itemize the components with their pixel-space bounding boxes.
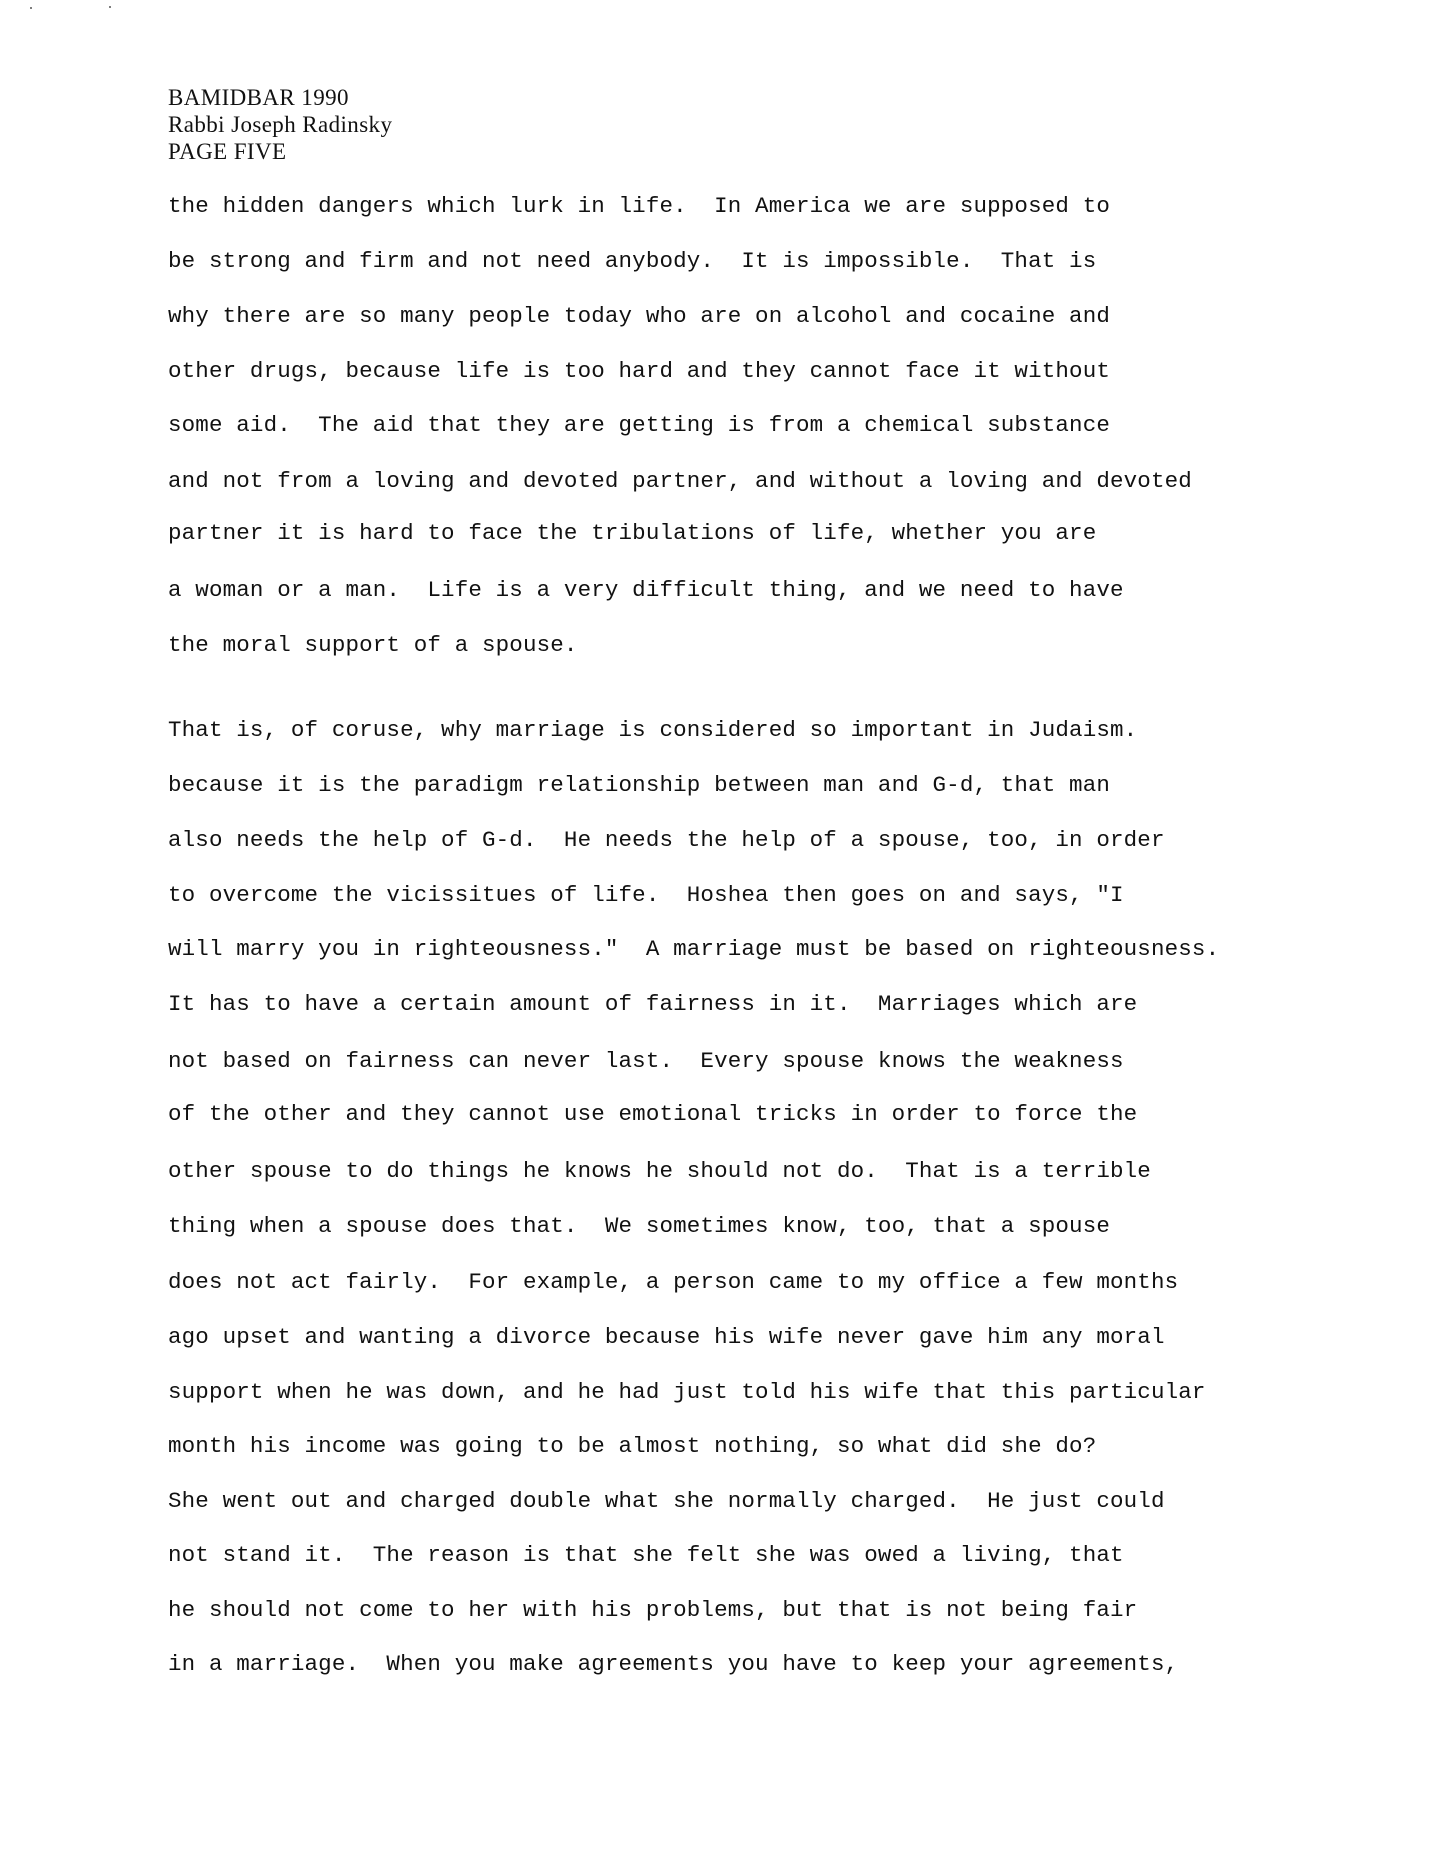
paragraph-1-line: and not from a loving and devoted partner, and without a loving and devoted [168, 468, 1192, 494]
paragraph-2-line: in a marriage. When you make agreements you have to keep your agreements, [168, 1651, 1179, 1677]
paragraph-2-line: also needs the help of G-d. He needs the help of a spouse, too, in order [168, 827, 1165, 853]
paragraph-1-line: why there are so many people today who are on alcohol and cocaine and [168, 303, 1111, 329]
paragraph-2-line: It has to have a certain amount of fairness in it. Marriages which are [168, 991, 1138, 1017]
paragraph-2-line: That is, of coruse, why marriage is considered so important in Judaism. [168, 717, 1138, 743]
paragraph-2-line: will marry you in righteousness." A marriage must be based on righteousness. [168, 936, 1220, 962]
header-author: Rabbi Joseph Radinsky [168, 112, 393, 137]
paragraph-1-line: the moral support of a spouse. [168, 632, 578, 658]
paragraph-2-line: thing when a spouse does that. We sometimes know, too, that a spouse [168, 1213, 1111, 1239]
paragraph-1-line: the hidden dangers which lurk in life. In America we are supposed to [168, 193, 1111, 219]
header-title: BAMIDBAR 1990 [168, 85, 349, 110]
paragraph-2-line: ago upset and wanting a divorce because his wife never gave him any moral [168, 1324, 1165, 1350]
document-header [168, 84, 392, 165]
paragraph-2-line: not stand it. The reason is that she felt she was owed a living, that [168, 1542, 1124, 1568]
paragraph-1-line: partner it is hard to face the tribulations of life, whether you are [168, 520, 1097, 546]
paragraph-2-line: She went out and charged double what she normally charged. He just could [168, 1488, 1165, 1514]
paragraph-1-line: some aid. The aid that they are getting is from a chemical substance [168, 412, 1111, 438]
header-page-number: PAGE FIVE [168, 139, 287, 164]
paragraph-2-line: month his income was going to be almost nothing, so what did she do? [168, 1433, 1097, 1459]
scan-speck [109, 6, 111, 8]
paragraph-2-line: to overcome the vicissitues of life. Hoshea then goes on and says, "I [168, 882, 1124, 908]
paragraph-2-line: support when he was down, and he had just told his wife that this particular [168, 1379, 1206, 1405]
paragraph-1-line: other drugs, because life is too hard and they cannot face it without [168, 358, 1111, 384]
paragraph-2-line: he should not come to her with his problems, but that is not being fair [168, 1597, 1138, 1623]
paragraph-1-line: be strong and firm and not need anybody. It is impossible. That is [168, 248, 1097, 274]
paragraph-1-line: a woman or a man. Life is a very difficult thing, and we need to have [168, 577, 1124, 603]
paragraph-2-line: does not act fairly. For example, a person came to my office a few months [168, 1269, 1179, 1295]
paragraph-2-line: because it is the paradigm relationship between man and G-d, that man [168, 772, 1111, 798]
paragraph-2-line: other spouse to do things he knows he should not do. That is a terrible [168, 1158, 1151, 1184]
paragraph-2-line: of the other and they cannot use emotional tricks in order to force the [168, 1101, 1138, 1127]
paragraph-2-line: not based on fairness can never last. Every spouse knows the weakness [168, 1048, 1124, 1074]
scan-speck [30, 7, 32, 9]
